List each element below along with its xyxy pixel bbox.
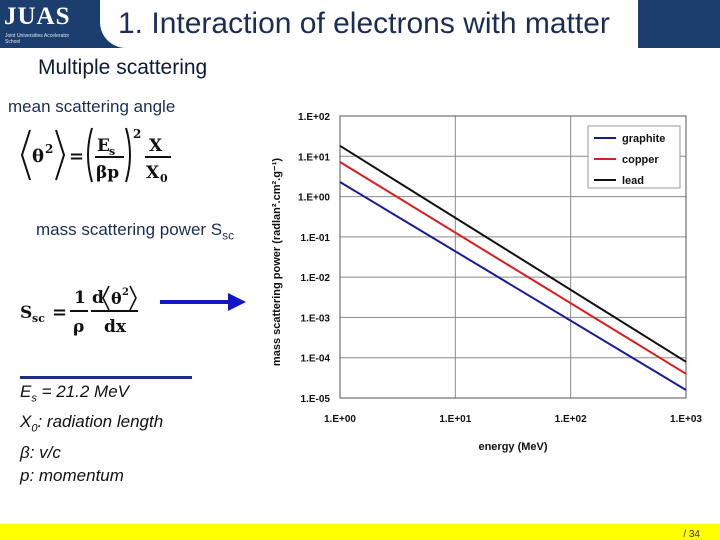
y-tick-label: 1.E+02 xyxy=(298,112,330,123)
page-number: / 34 xyxy=(683,529,700,540)
note-p: p: momentum xyxy=(20,465,124,485)
notes-block xyxy=(20,380,163,487)
legend-label-lead: lead xyxy=(622,175,645,187)
legend-label-graphite: graphite xyxy=(622,133,666,145)
y-axis-label: mass scattering power (radlan².cm².g⁻¹) xyxy=(271,157,283,367)
svg-text:0: 0 xyxy=(160,172,168,185)
series-line-copper xyxy=(340,162,686,374)
note-es: $E_s = 21.2$ MeV xyxy=(20,382,129,405)
mean-angle-label: mean scattering angle xyxy=(8,97,176,116)
legend-label-copper: copper xyxy=(622,154,659,166)
svg-text:X: X xyxy=(146,163,160,183)
svg-text:βp: βp xyxy=(96,163,120,183)
x-tick-label: 1.E+01 xyxy=(439,414,472,425)
y-tick-label: 1.E+01 xyxy=(298,152,330,164)
arrow-icon xyxy=(160,291,248,313)
slide-title: 1. Interaction of electrons with matter xyxy=(118,7,610,40)
slide-subtitle: Multiple scattering xyxy=(38,56,208,79)
mass-power-formula xyxy=(18,278,148,342)
mean-angle-formula xyxy=(18,122,188,188)
x-tick-label: 1.E+00 xyxy=(324,414,356,425)
y-tick-label: 1.E-01 xyxy=(300,232,330,244)
svg-text:θ: θ xyxy=(111,289,122,308)
note-beta: β: v/c xyxy=(20,442,61,462)
svg-text:S: S xyxy=(20,303,33,323)
svg-text:=: = xyxy=(69,146,85,167)
svg-text:d: d xyxy=(92,288,104,308)
header-bar xyxy=(0,0,720,48)
svg-text:X: X xyxy=(149,136,163,156)
x-tick-label: 1.E+02 xyxy=(554,414,587,425)
svg-text:ρ: ρ xyxy=(73,317,85,337)
svg-text:2: 2 xyxy=(133,127,142,141)
notes-divider xyxy=(20,376,192,379)
y-tick-label: 1.E-05 xyxy=(300,394,330,405)
svg-text:sc: sc xyxy=(32,312,45,325)
x-tick-label: 1.E+03 xyxy=(670,414,702,425)
mass-power-label: mass scattering power $S_{sc}$ xyxy=(36,220,235,243)
footer-bar xyxy=(0,524,720,540)
logo-subtitle: Joint Universities Accelerator School xyxy=(5,33,70,45)
svg-text:=: = xyxy=(52,302,68,323)
svg-text:1: 1 xyxy=(74,288,86,308)
y-tick-label: 1.E-02 xyxy=(300,273,330,285)
logo-text: JUAS xyxy=(4,3,71,30)
note-x0: $X_0$: radiation length xyxy=(20,412,164,435)
svg-text:E: E xyxy=(97,136,110,156)
juas-logo xyxy=(0,0,86,48)
scattering-power-chart xyxy=(262,96,720,462)
y-tick-label: 1.E+00 xyxy=(298,192,330,204)
svg-text:s: s xyxy=(109,145,116,158)
svg-text:dx: dx xyxy=(104,317,127,337)
series-line-graphite xyxy=(340,182,686,390)
x-axis-label: energy (MeV) xyxy=(478,441,548,453)
svg-text:2: 2 xyxy=(45,142,54,156)
y-tick-label: 1.E-04 xyxy=(300,353,330,365)
mass-power-sub: sc xyxy=(222,228,235,243)
svg-text:θ: θ xyxy=(32,146,45,167)
y-tick-label: 1.E-03 xyxy=(300,313,330,325)
svg-text:2: 2 xyxy=(122,287,129,298)
